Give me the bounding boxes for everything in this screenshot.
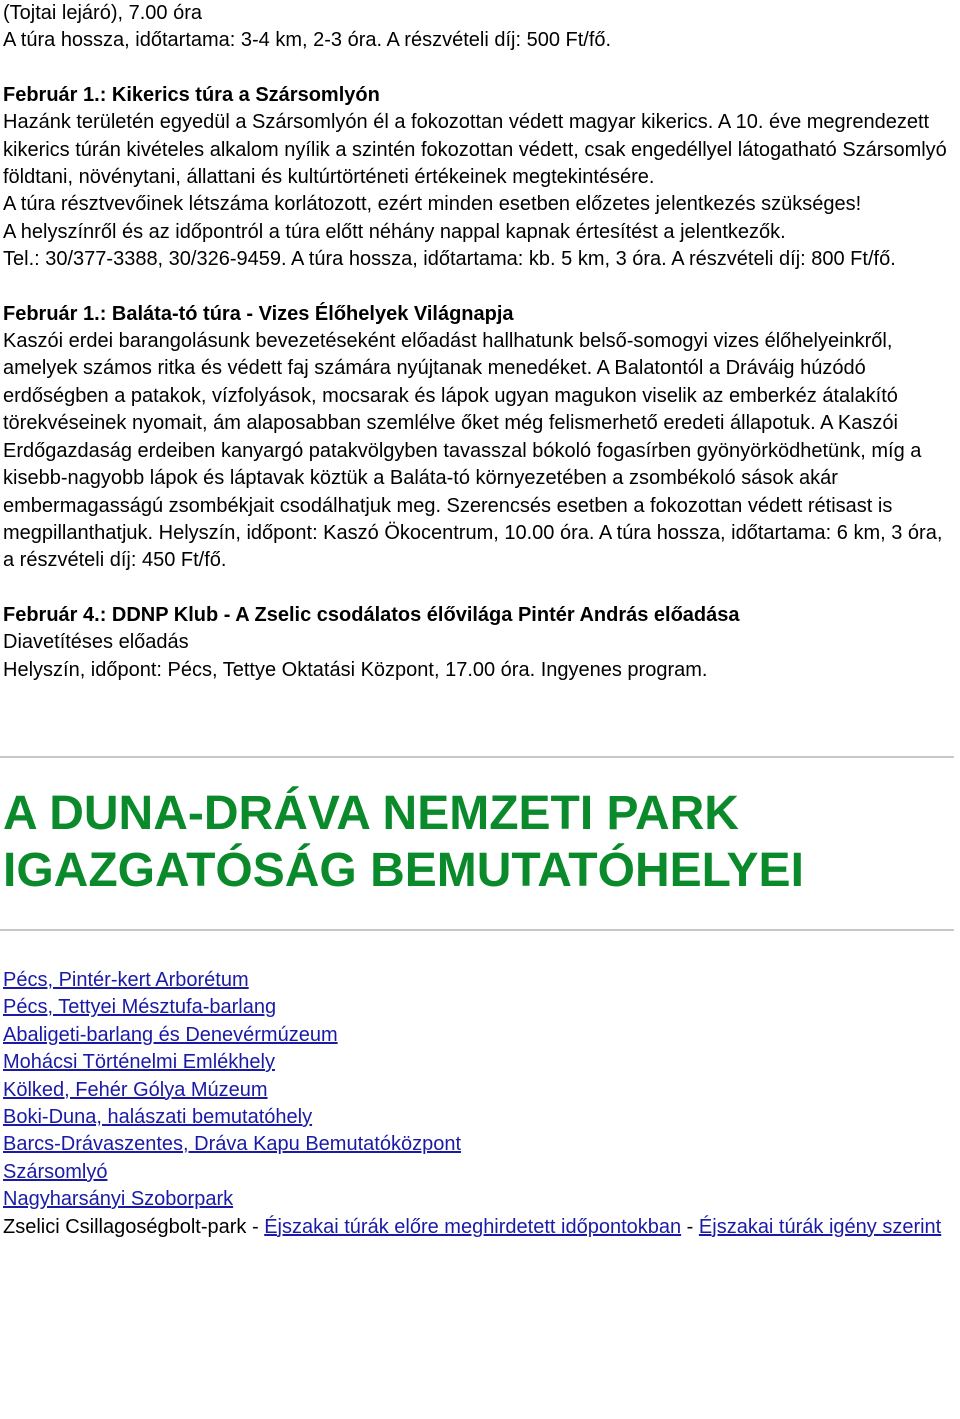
spacer bbox=[3, 899, 953, 929]
event-heading-kikerics: Február 1.: Kikerics túra a Szársomlyón bbox=[3, 83, 380, 106]
event-text-kikerics: Hazánk területén egyedül a Szársomlyón él a fokozottan védett magyar kikerics. A 10. éve megrendezett kikerics túrán kivételes alkalom nyílik a szintén fokozottan védett, csak engedéllyel látogatható Szársomlyó földtani, növénytani, állattani és kultúrtörténeti értékeinek megtekintésére. bbox=[3, 111, 947, 189]
event-text-kikerics-limit: A túra résztvevőinek létszáma korlátozott, ezért minden esetben előzetes jelentkezés szükséges! bbox=[3, 193, 862, 216]
event-text-kikerics-notice: A helyszínről és az időpontról a túra előtt néhány nappal kapnak értesítést a jelentkezők. bbox=[3, 220, 786, 243]
spacer bbox=[3, 931, 953, 967]
event-heading-ddnp-klub: Február 4.: DDNP Klub - A Zselic csodálatos élővilága Pintér András előadása bbox=[3, 603, 740, 626]
intro-line-1: (Tojtai lejáró), 7.00 óra bbox=[3, 2, 202, 24]
event-text-ddnp-klub-place: Helyszín, időpont: Pécs, Tettye Oktatási Központ, 17.00 óra. Ingyenes program. bbox=[3, 658, 708, 681]
document-page bbox=[3, 0, 953, 1241]
event-heading-balata: Február 1.: Baláta-tó túra - Vizes Élőhelyek Világnapja bbox=[3, 302, 514, 325]
link-separator: - bbox=[681, 1215, 699, 1238]
link-tettyei-mesztufa-barlang[interactable]: Pécs, Tettyei Mésztufa-barlang bbox=[3, 996, 277, 1019]
event-text-ddnp-klub-type: Diavetítéses előadás bbox=[3, 631, 189, 654]
event-text-kikerics-contact: Tel.: 30/377-3388, 30/326-9459. A túra hossza, időtartama: kb. 5 km, 3 óra. A részvételi díj: 800 Ft/fő. bbox=[3, 248, 896, 271]
zselic-line bbox=[3, 1214, 953, 1241]
link-pinter-kert-arboretum[interactable]: Pécs, Pintér-kert Arborétum bbox=[3, 968, 249, 991]
link-mohacsi-emlekhely[interactable]: Mohácsi Történelmi Emlékhely bbox=[3, 1051, 275, 1074]
link-ejszakai-turak-meghirdetett[interactable]: Éjszakai túrák előre meghirdetett időpontokban bbox=[264, 1215, 682, 1238]
spacer bbox=[3, 758, 953, 785]
link-abaligeti-barlang[interactable]: Abaligeti-barlang és Denevérmúzeum bbox=[3, 1023, 338, 1046]
link-drava-kapu[interactable]: Barcs-Drávaszentes, Dráva Kapu Bemutatóközpont bbox=[3, 1133, 461, 1156]
section-title: A DUNA-DRÁVA NEMZETI PARK IGAZGATÓSÁG BEMUTATÓHELYEI bbox=[3, 786, 804, 897]
spacer bbox=[3, 575, 953, 602]
spacer bbox=[3, 274, 953, 301]
link-kolked-golya-muzeum[interactable]: Kölked, Fehér Gólya Múzeum bbox=[3, 1078, 268, 1101]
link-ejszakai-turak-igeny-szerint[interactable]: Éjszakai túrák igény szerint bbox=[698, 1215, 942, 1238]
intro-line-2: A túra hossza, időtartama: 3-4 km, 2-3 óra. A részvételi díj: 500 Ft/fő. bbox=[3, 29, 612, 52]
link-boki-duna[interactable]: Boki-Duna, halászati bemutatóhely bbox=[3, 1105, 313, 1128]
zselic-label: Zselici Csillagoségbolt-park - bbox=[3, 1215, 265, 1238]
link-nagyharsanyi-szoborpark[interactable]: Nagyharsányi Szoborpark bbox=[3, 1188, 234, 1211]
location-link-list bbox=[3, 967, 953, 1241]
event-text-balata: Kaszói erdei barangolásunk bevezetéseként előadást hallhatunk belső-somogyi vizes élőhelyeinkről, amelyek számos ritka és védett faj számára nyújtanak menedéket. A Balatontól a Dráváig húzódó erdőségben a patakok, vízfolyások, mocsarak és lápok ugyan magukon viselik az emberkéz átalakító törekvéseinek nyomait, ám alaposabban szemlélve őket még felismerhető eredeti állapotuk. A Kaszói Erdőgazdaság erdeiben kanyargó patakvölgyben tavasszal bókoló fogasírben gyönyörködhetünk, míg a kisebb-nagyobb lápok és láptavak köztük a Baláta-tó környezetében a zsombékoló sások akár embermagasságú zsombékjait csodálhatjuk meg. Szerencsés esetben a fokozottan védett rétisast is megpillanthatjuk. Helyszín, időpont: Kaszó Ökocentrum, 10.00 óra. A túra hossza, időtartama: 6 km, 3 óra, a részvételi díj: 450 Ft/fő. bbox=[3, 330, 943, 572]
link-szarsomlyo[interactable]: Szársomlyó bbox=[3, 1160, 108, 1183]
spacer bbox=[3, 684, 953, 756]
spacer bbox=[3, 55, 953, 82]
